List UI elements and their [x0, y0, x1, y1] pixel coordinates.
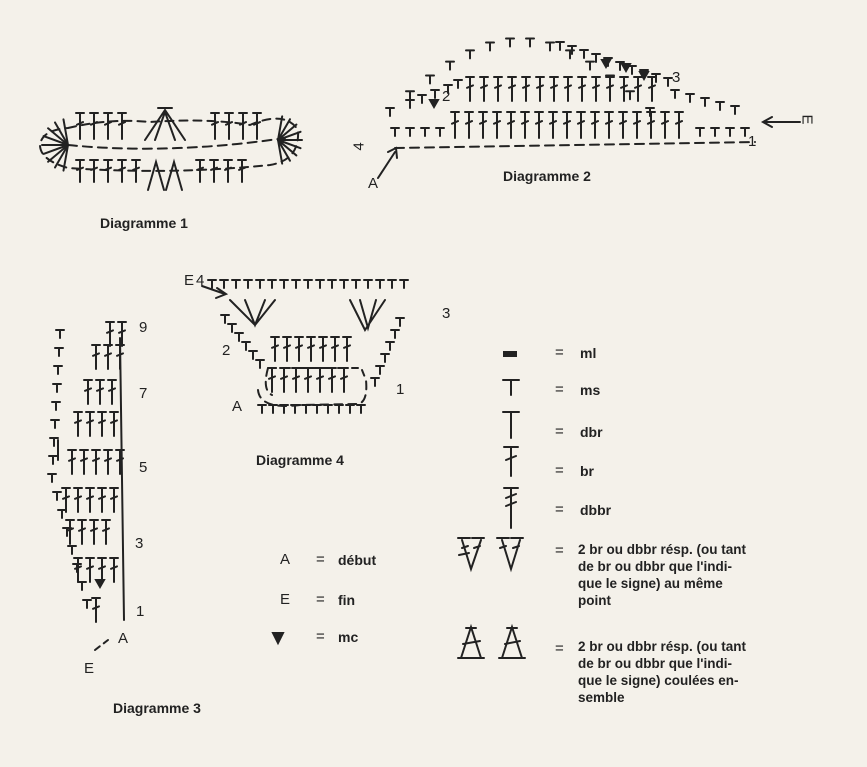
- sc-stitch: [696, 128, 704, 136]
- sc-stitch: [664, 78, 672, 86]
- dc-stitch: [80, 450, 88, 474]
- sc-symbol: [503, 380, 519, 395]
- sc-stitch: [391, 128, 399, 136]
- legend-increase-line-1: 2 br ou dbbr résp. (ou tant: [578, 542, 746, 557]
- dc-stitch: [648, 77, 656, 101]
- sc-stitch: [376, 280, 384, 288]
- sc-stitch: [316, 280, 324, 288]
- legend-sc-text: ms: [580, 382, 601, 398]
- diagram-4-label-end: E: [184, 272, 195, 289]
- inc-stitch: [350, 300, 385, 330]
- diagram-1-left-fan: [42, 119, 68, 170]
- dc-stitch: [564, 77, 572, 101]
- dc-stitch: [76, 160, 84, 182]
- diagram-4-caption: Diagramme 4: [256, 452, 344, 468]
- diagram-1-round: [40, 119, 298, 171]
- dc-stitch: [331, 337, 339, 361]
- dc-stitch: [451, 112, 459, 138]
- dc-stitch: [84, 380, 92, 404]
- dc-stitch: [522, 77, 530, 101]
- sc-stitch: [328, 280, 336, 288]
- dc-stitch: [92, 345, 100, 369]
- sc-stitch: [364, 280, 372, 288]
- dc-stitch: [68, 450, 76, 474]
- sc-stitch: [340, 280, 348, 288]
- diagram-3-strip: [48, 322, 129, 650]
- diagram-4-label-row2: 2: [222, 342, 231, 359]
- sc-stitch: [711, 128, 719, 136]
- diagram-3-label-row5: 5: [139, 459, 148, 476]
- sc-stitch: [454, 80, 462, 88]
- sc-stitch: [406, 100, 414, 108]
- diagram-2-chain: [395, 142, 755, 148]
- dc-stitch: [620, 77, 628, 101]
- sc-stitch: [54, 366, 62, 374]
- diagram-1-right-fan: [278, 116, 302, 163]
- sc-stitch: [406, 91, 414, 99]
- sc-stitch: [269, 405, 277, 413]
- sc-stitch: [486, 43, 494, 51]
- sc-stitch: [506, 39, 514, 47]
- sc-stitch: [313, 405, 321, 413]
- sc-stitch: [396, 318, 404, 326]
- mc-stitch: [96, 580, 104, 587]
- dc-stitch: [319, 337, 327, 361]
- sc-stitch: [386, 108, 394, 116]
- sc-stitch: [53, 384, 61, 392]
- sc-stitch: [53, 492, 61, 500]
- dc-stitch: [480, 77, 488, 101]
- dc-stitch: [280, 368, 288, 392]
- dc-symbol: [504, 447, 518, 476]
- dc-stitch: [104, 160, 112, 182]
- dc-stitch: [96, 380, 104, 404]
- diagram-2-label-row2: 2: [442, 88, 451, 105]
- dc-stitch: [86, 412, 94, 436]
- sc-stitch: [406, 128, 414, 136]
- dc-stitch: [536, 77, 544, 101]
- sc-stitch: [52, 402, 60, 410]
- dc-stitch: [92, 450, 100, 474]
- sc-stitch: [671, 90, 679, 98]
- dc-stitch: [90, 160, 98, 182]
- legend-increase-eq: =: [555, 542, 564, 559]
- sc-stitch: [421, 128, 429, 136]
- diagram-2-caption: Diagramme 2: [503, 168, 591, 184]
- diagram-2-label-row4: 4: [350, 142, 368, 151]
- sc-stitch: [68, 546, 76, 554]
- sc-stitch: [221, 315, 229, 323]
- dc-stitch: [493, 112, 501, 138]
- dec-stitch: [148, 162, 182, 190]
- legend-increase-line-4: point: [578, 593, 611, 608]
- chain-symbol: [503, 351, 517, 357]
- sc-stitch: [346, 405, 354, 413]
- hdc-symbol: [503, 412, 519, 438]
- legend-increase-line-2: de br ou dbbr que l'indi-: [578, 559, 732, 574]
- dc-stitch: [210, 160, 218, 182]
- sc-stitch: [686, 94, 694, 102]
- sc-stitch: [56, 330, 64, 338]
- tr-symbol: [504, 488, 518, 528]
- diagram-3-label-end: E: [84, 660, 95, 677]
- dc-stitch: [106, 322, 114, 346]
- sc-stitch: [357, 405, 365, 413]
- diagram-1-oval: [40, 108, 302, 190]
- dc-stitch: [86, 488, 94, 512]
- dc-stitch: [211, 113, 219, 139]
- sc-stitch: [391, 330, 399, 338]
- legend-tr-eq: =: [555, 501, 564, 518]
- dc-stitch: [196, 160, 204, 182]
- diagram-4-chain: [258, 370, 366, 406]
- sc-stitch: [546, 43, 554, 51]
- diagram-4-label-row4: 4: [196, 272, 205, 289]
- sc-stitch: [50, 438, 58, 446]
- sc-stitch: [242, 342, 250, 350]
- dc-stitch: [634, 77, 642, 101]
- sc-stitch: [388, 280, 396, 288]
- sc-stitch: [232, 280, 240, 288]
- sc-stitch: [446, 62, 454, 70]
- diagram-2-label-end: E: [798, 114, 816, 125]
- dc-stitch: [62, 488, 70, 512]
- dc-stitch: [268, 368, 276, 392]
- sc-stitch: [418, 95, 426, 103]
- sc-stitch: [73, 564, 81, 572]
- dc-stitch: [118, 113, 126, 139]
- dc-stitch: [343, 337, 351, 361]
- diagram-3-label-row9: 9: [139, 319, 148, 336]
- legend-hdc-text: dbr: [580, 424, 603, 440]
- dc-stitch: [86, 558, 94, 582]
- dc-stitch: [225, 113, 233, 139]
- increase-symbol: [458, 538, 523, 569]
- diagram-3-label-row1: 1: [136, 603, 145, 620]
- dc-stitch: [110, 558, 118, 582]
- sc-stitch: [256, 280, 264, 288]
- diagram-3-label-row3: 3: [135, 535, 144, 552]
- dc-stitch: [295, 337, 303, 361]
- diagram-4-label-row3: 3: [442, 305, 451, 322]
- diagram-3-label-start: A: [118, 630, 129, 647]
- dc-stitch: [238, 160, 246, 182]
- sc-stitch: [731, 106, 739, 114]
- legend-end-symbol: E: [280, 591, 291, 608]
- diagram-1-chain: [68, 138, 285, 149]
- diagram-2-label-row1: 1: [748, 133, 757, 150]
- sc-stitch: [292, 280, 300, 288]
- sc-stitch: [701, 98, 709, 106]
- mc-stitch: [430, 100, 438, 107]
- sc-stitch: [580, 50, 588, 58]
- sc-stitch: [716, 102, 724, 110]
- dc-stitch: [76, 113, 84, 139]
- dc-stitch: [465, 112, 473, 138]
- sc-stitch: [371, 378, 379, 386]
- dc-stitch: [316, 368, 324, 392]
- legend-decrease-line-1: 2 br ou dbbr résp. (ou tant: [578, 639, 746, 654]
- dc-stitch: [110, 488, 118, 512]
- legend-sc-eq: =: [555, 381, 564, 398]
- dc-stitch: [98, 412, 106, 436]
- dc-stitch: [507, 112, 515, 138]
- diagram-2-rows: [386, 39, 749, 138]
- legend-decrease-text: [578, 638, 746, 706]
- sc-stitch: [48, 474, 56, 482]
- legend-chain-text: ml: [580, 345, 597, 361]
- sc-stitch: [526, 39, 534, 47]
- sc-stitch: [426, 75, 434, 83]
- decrease-symbol: [458, 627, 525, 658]
- sc-stitch: [55, 348, 63, 356]
- dc-stitch: [591, 112, 599, 138]
- dc-stitch: [550, 77, 558, 101]
- legend-tr-text: dbbr: [580, 502, 612, 518]
- sc-stitch: [249, 351, 257, 359]
- legend-start-text: début: [338, 552, 377, 568]
- sc-stitch: [400, 280, 408, 288]
- diagram-4-label-start: A: [232, 398, 243, 415]
- diagram-3-end-link: [95, 640, 108, 650]
- sc-stitch: [78, 582, 86, 590]
- sc-stitch: [556, 42, 564, 50]
- legend-decrease-line-2: de br ou dbbr que l'indi-: [578, 656, 732, 671]
- dc-stitch: [74, 412, 82, 436]
- dc-stitch: [619, 112, 627, 138]
- mc-stitch: [622, 64, 630, 71]
- sc-stitch: [726, 128, 734, 136]
- legend-increase-text: [578, 541, 746, 609]
- diagram-2-start-arrow: [378, 152, 395, 178]
- diagram-2-shape: [378, 39, 800, 178]
- dc-stitch: [307, 337, 315, 361]
- sc-stitch: [83, 600, 91, 608]
- sc-stitch: [268, 280, 276, 288]
- sc-stitch: [381, 354, 389, 362]
- legend-decrease-eq: =: [555, 640, 564, 657]
- sc-stitch: [586, 62, 594, 70]
- legend-start-symbol: A: [280, 551, 291, 568]
- diagram-4-shape: [202, 280, 408, 413]
- dc-stitch: [535, 112, 543, 138]
- sc-stitch: [466, 50, 474, 58]
- mc-triangle: [273, 633, 283, 643]
- dc-stitch: [328, 368, 336, 392]
- sc-stitch: [258, 405, 266, 413]
- sc-stitch: [436, 128, 444, 136]
- legend-mc-eq: =: [316, 628, 325, 645]
- sc-stitch: [51, 420, 59, 428]
- legend-end-text: fin: [338, 592, 356, 608]
- dc-stitch: [661, 112, 669, 138]
- legend-start-eq: =: [316, 551, 325, 568]
- dc-stitch: [549, 112, 557, 138]
- dc-stitch: [90, 113, 98, 139]
- dc-stitch: [292, 368, 300, 392]
- sc-stitch: [208, 280, 216, 288]
- sc-stitch: [302, 405, 310, 413]
- sc-stitch: [626, 91, 634, 99]
- legend-mc-text: mc: [338, 629, 359, 645]
- dc-stitch: [224, 160, 232, 182]
- dc-stitch: [98, 558, 106, 582]
- dc-stitch: [104, 113, 112, 139]
- diagram-3-label-row7: 7: [139, 385, 148, 402]
- diagram-1-bottom-row: [76, 160, 246, 190]
- legend-decrease-line-3: que le signe) coulées en-: [578, 673, 739, 688]
- dc-stitch: [304, 368, 312, 392]
- diagram-3-caption: Diagramme 3: [113, 700, 201, 716]
- dc-stitch: [92, 598, 100, 622]
- sc-stitch: [280, 280, 288, 288]
- sc-stitch: [304, 280, 312, 288]
- dc-stitch: [466, 77, 474, 101]
- inc-stitch: [230, 300, 275, 325]
- diagram-2-label-row3: 3: [672, 69, 681, 86]
- dc-stitch: [283, 337, 291, 361]
- dc-stitch: [104, 345, 112, 369]
- sc-stitch: [335, 405, 343, 413]
- legend-end-eq: =: [316, 591, 325, 608]
- sc-stitch: [235, 333, 243, 341]
- sc-stitch: [256, 360, 264, 368]
- diagram-4-rows: [208, 280, 408, 413]
- dc-stitch: [340, 368, 348, 392]
- sc-stitch: [386, 342, 394, 350]
- sc-stitch: [58, 510, 66, 518]
- legend-decrease-line-4: semble: [578, 690, 625, 705]
- sc-stitch: [352, 280, 360, 288]
- dc-stitch: [78, 520, 86, 544]
- sc-stitch: [244, 280, 252, 288]
- dc-stitch: [271, 337, 279, 361]
- legend-dc-text: br: [580, 463, 594, 479]
- dc-stitch: [108, 380, 116, 404]
- legend-hdc-eq: =: [555, 423, 564, 440]
- diagram-1-caption: Diagramme 1: [100, 215, 188, 231]
- sc-stitch: [220, 280, 228, 288]
- dc-stitch: [633, 112, 641, 138]
- dc-stitch: [577, 112, 585, 138]
- dc-stitch: [74, 488, 82, 512]
- dc-stitch: [110, 412, 118, 436]
- dc-stitch: [578, 77, 586, 101]
- dc-stitch: [253, 113, 261, 139]
- sc-stitch: [324, 405, 332, 413]
- dc-stitch: [239, 113, 247, 139]
- dc-stitch: [104, 450, 112, 474]
- dc-stitch: [98, 488, 106, 512]
- diagram-3-rows: [48, 322, 126, 622]
- dc-stitch: [494, 77, 502, 101]
- dc-stitch: [479, 112, 487, 138]
- diagram-1-top-row: [76, 108, 261, 140]
- legend-chain-eq: =: [555, 344, 564, 361]
- diagram-2-label-start: A: [368, 175, 379, 192]
- dc-stitch: [90, 520, 98, 544]
- dc-stitch: [521, 112, 529, 138]
- dc-stitch: [605, 112, 613, 138]
- diagram-4-label-row1: 1: [396, 381, 405, 398]
- legend-dc-eq: =: [555, 462, 564, 479]
- legend-increase-line-3: que le signe) au même: [578, 576, 723, 591]
- sc-stitch: [376, 366, 384, 374]
- shell-stitch: [145, 108, 185, 140]
- dc-stitch: [592, 77, 600, 101]
- sc-stitch: [228, 324, 236, 332]
- dc-stitch: [508, 77, 516, 101]
- sc-stitch: [49, 456, 57, 464]
- dc-stitch: [675, 112, 683, 138]
- dc-stitch: [102, 520, 110, 544]
- sc-stitch: [431, 90, 439, 98]
- dc-stitch: [563, 112, 571, 138]
